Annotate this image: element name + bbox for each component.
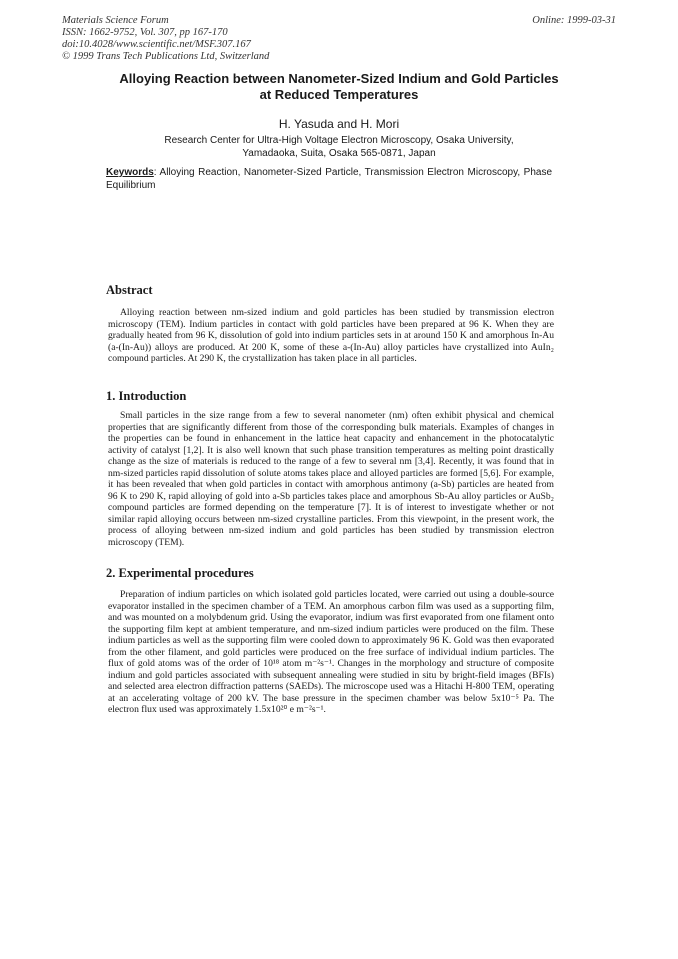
title-line-1: Alloying Reaction between Nanometer-Sized Indium and Gold Particles <box>119 71 559 86</box>
online-date: Online: 1999-03-31 <box>532 15 616 26</box>
paper-title <box>70 71 608 103</box>
introduction-heading: 1. Introduction <box>106 389 187 403</box>
copyright-line: © 1999 Trans Tech Publications Ltd, Switzerland <box>62 51 270 62</box>
issn-line: ISSN: 1662-9752, Vol. 307, pp 167-170 <box>62 27 228 38</box>
experimental-body: Preparation of indium particles on which isolated gold particles located, were carried out using a double-source evaporator installed in the specimen chamber of a TEM. An amorphous carbon film was used as a supporting film, and was mounted on a molybdenum grid. Using the evaporator, indium was first evaporated from one filament onto the supporting film kept at ambient temperature, and nm-sized indium particles were produced on the film. These indium particles as well as the supporting film were cooled down to approximately 96 K. Gold was then evaporated from the other filament, and gold particles were produced on the free surface of individual indium particles. The flux of gold atoms was of the order of 10¹⁸ atom m⁻²s⁻¹. Changes in the morphology and structure of composite indium and gold particles associated with subsequent annealing were studied in situ by bright-field images (BFIs) and selected area electron diffraction patterns (SAEDs). The microscope used was a Hitachi H-800 TEM, operating at an accelerating voltage of 200 kV. The base pressure in the specimen chamber was below 5x10⁻⁵ Pa. The electron flux used was approximately 1.5x10²⁰ e m⁻²s⁻¹. <box>108 589 554 715</box>
keywords-label: Keywords <box>106 167 154 178</box>
experimental-heading: 2. Experimental procedures <box>106 566 254 580</box>
title-line-2: at Reduced Temperatures <box>259 87 419 102</box>
affiliation <box>0 135 678 160</box>
author-list: H. Yasuda and H. Mori <box>278 117 400 131</box>
publication-metadata <box>62 15 269 63</box>
affiliation-line-2: Yamadaoka, Suita, Osaka 565-0871, Japan <box>242 147 436 159</box>
keywords <box>106 167 552 192</box>
keywords-text: : Alloying Reaction, Nanometer-Sized Particle, Transmission Electron Microscopy, Phase Equilibrium <box>106 167 552 191</box>
abstract-body: Alloying reaction between nm-sized indium and gold particles has been studied by transmission electron microscopy (TEM). Indium particles in contact with gold particles have been prepared at 96 K. When they are gradually heated from 96 K, dissolution of gold into indium particles sets in at around 150 K and amorphous In-Au (a-(In-Au)) alloys are produced. At 200 K, some of these a-(In-Au) alloy particles have crystallized into AuIn₂ compound particles. At 290 K, the crystallization has taken place in all particles. <box>108 307 554 364</box>
introduction-body: Small particles in the size range from a few to several nanometer (nm) often exhibit physical and chemical properties that are significantly different from those of the corresponding bulk materials. Examples of changes in the properties can be found in enhancement in the lattice heat capacity and enhancement in the photocatalytic activity of catalyst [1,2]. It is also well known that such phase transition temperatures as melting point drastically change as the size of materials is reduced to the range of a few to several nm [3,4]. Recently, it was found that in nm-sized particles rapid dissolution of solute atoms takes place and alloyed particles are formed [5,6]. For example, it has been revealed that when gold particles in contact with amorphous antimony (a-Sb) particles are heated from 96 K to 290 K, rapid alloying of gold into a-Sb particles takes place and amorphous Sb-Au alloy particles or AuSb₂ compound particles are formed depending on the temperature [7]. It is of interest to investigate whether or not similar rapid alloying occurs between nm-sized crystalline particles. From this viewpoint, in the present work, the process of alloying between nm-sized indium and gold particles has been studied by transmission electron microscopy (TEM). <box>108 410 554 548</box>
affiliation-line-1: Research Center for Ultra-High Voltage Electron Microscopy, Osaka University, <box>164 135 514 146</box>
abstract-heading: Abstract <box>106 283 153 297</box>
journal-name: Materials Science Forum <box>62 15 169 26</box>
doi-line: doi:10.4028/www.scientific.net/MSF.307.167 <box>62 39 251 50</box>
